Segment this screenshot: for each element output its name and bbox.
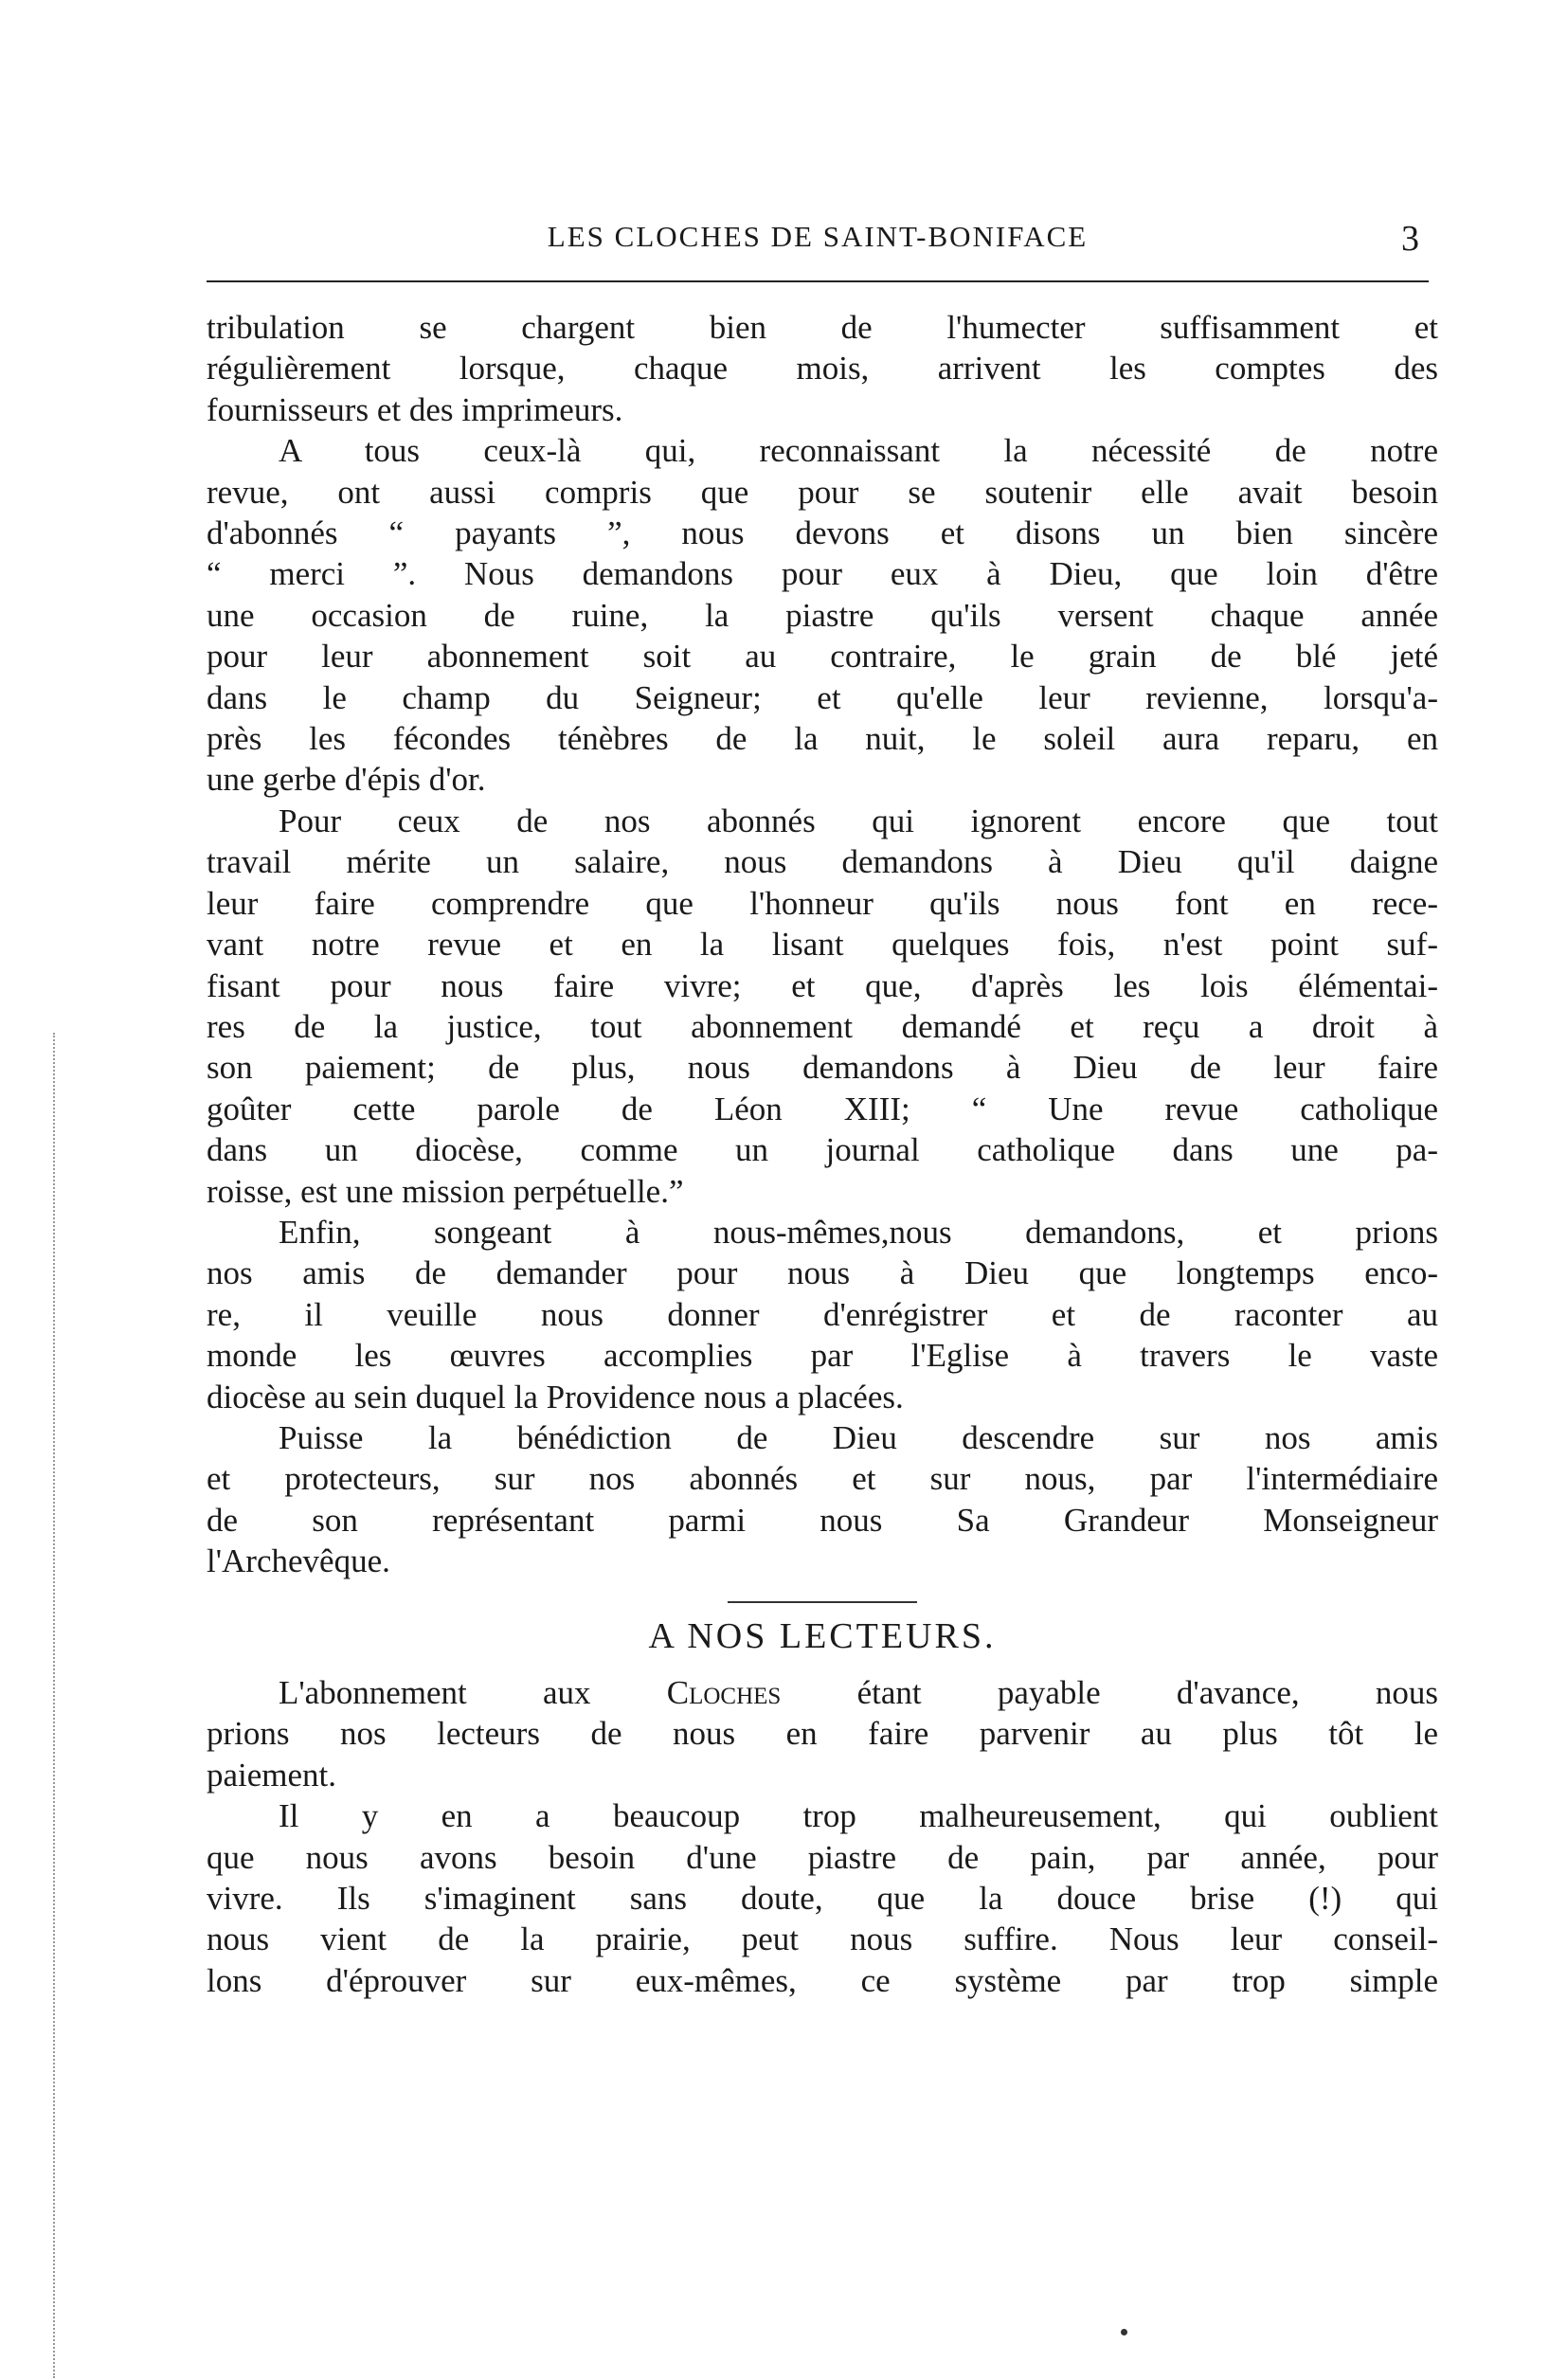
text-line: monde les œuvres accomplies par l'Eglise à travers le vaste (207, 1337, 1438, 1375)
text-line: travail mérite un salaire, nous demandons à Dieu qu'il daigne (207, 843, 1438, 881)
section-separator (728, 1601, 917, 1603)
paragraph-7 (207, 1795, 1438, 2001)
text-line: revue, ont aussi compris que pour se soutenir elle avait besoin (207, 473, 1438, 511)
text-line: dans un diocèse, comme un journal catholique dans une pa- (207, 1131, 1438, 1169)
scan-margin-artifact (53, 1033, 55, 2378)
text-line: diocèse au sein duquel la Providence nous a placées. (207, 1378, 904, 1415)
text-run: étant payable d'avance, nous (781, 1674, 1438, 1711)
running-title: LES CLOCHES DE SAINT-BONIFACE (547, 220, 1089, 253)
text-line: fournisseurs et des imprimeurs. (207, 390, 623, 428)
paragraph-6 (207, 1672, 1438, 1795)
text-line: nos amis de demander pour nous à Dieu que longtemps enco- (207, 1254, 1438, 1292)
paragraph-2 (207, 430, 1438, 801)
text-line: d'abonnés “ payants ”, nous devons et disons un bien sincère (207, 514, 1438, 552)
text-line: dans le champ du Seigneur; et qu'elle leur revienne, lorsqu'a- (207, 678, 1438, 716)
text-line: et protecteurs, sur nos abonnés et sur nous, par l'intermédiaire (207, 1460, 1438, 1498)
text-line: une gerbe d'épis d'or. (207, 761, 486, 799)
text-line: goûter cette parole de Léon XIII; “ Une revue catholique (207, 1090, 1438, 1127)
text-line: l'Archevêque. (207, 1542, 390, 1580)
text-line: de son représentant parmi nous Sa Grandeur Monseigneur (207, 1501, 1438, 1539)
text-line: pour leur abonnement soit au contraire, le grain de blé jeté (207, 638, 1438, 676)
page-header (207, 220, 1429, 265)
text-line (207, 1672, 1438, 1713)
text-line: Pour ceux de nos abonnés qui ignorent encore que tout (279, 802, 1438, 839)
header-rule (207, 280, 1429, 282)
paragraph-5 (207, 1417, 1438, 1582)
text-line: nous vient de la prairie, peut nous suffire. Nous leur conseil- (207, 1920, 1438, 1958)
text-line: tribulation se chargent bien de l'humecter suffisamment et (207, 309, 1438, 346)
text-line: que nous avons besoin d'une piastre de pain, par année, pour (207, 1838, 1438, 1876)
text-line: prions nos lecteurs de nous en faire parvenir au plus tôt le (207, 1715, 1438, 1753)
section-title: A NOS LECTEURS. (648, 1615, 997, 1656)
journal-name: Cloches (666, 1674, 782, 1711)
text-line: re, il veuille nous donner d'enrégistrer et de raconter au (207, 1295, 1438, 1333)
text-line: A tous ceux-là qui, reconnaissant la nécessité de notre (279, 432, 1438, 470)
paragraph-3 (207, 801, 1438, 1212)
page-number: 3 (1401, 219, 1419, 259)
text-line: Il y en a beaucoup trop malheureusement, qui oublient (279, 1797, 1438, 1835)
text-line: près les fécondes ténèbres de la nuit, le soleil aura reparu, en (207, 720, 1438, 758)
text-line: Enfin, songeant à nous-mêmes,nous demandons, et prions (279, 1213, 1438, 1251)
text-line: régulièrement lorsque, chaque mois, arrivent les comptes des (207, 350, 1438, 388)
print-speck (1121, 2329, 1127, 2335)
paragraph-1 (207, 307, 1438, 430)
text-line: vant notre revue et en la lisant quelques fois, n'est point suf- (207, 926, 1438, 964)
text-line: son paiement; de plus, nous demandons à Dieu de leur faire (207, 1049, 1438, 1087)
text-line: fisant pour nous faire vivre; et que, d'après les lois élémentai- (207, 966, 1438, 1004)
text-line: “ merci ”. Nous demandons pour eux à Dieu, que loin d'être (207, 555, 1438, 593)
text-line: Puisse la bénédiction de Dieu descendre sur nos amis (279, 1418, 1438, 1456)
text-run: L'abonnement aux (279, 1674, 667, 1711)
text-line: lons d'éprouver sur eux-mêmes, ce système par trop simple (207, 1961, 1438, 1999)
text-line: une occasion de ruine, la piastre qu'ils versent chaque année (207, 596, 1438, 634)
page-body (207, 307, 1438, 2001)
text-line: roisse, est une mission perpétuelle.” (207, 1172, 684, 1210)
text-line: res de la justice, tout abonnement demandé et reçu a droit à (207, 1007, 1438, 1045)
text-line: paiement. (207, 1756, 337, 1794)
text-line: vivre. Ils s'imaginent sans doute, que la douce brise (!) qui (207, 1880, 1438, 1918)
text-line: leur faire comprendre que l'honneur qu'ils nous font en rece- (207, 884, 1438, 922)
paragraph-4 (207, 1212, 1438, 1417)
